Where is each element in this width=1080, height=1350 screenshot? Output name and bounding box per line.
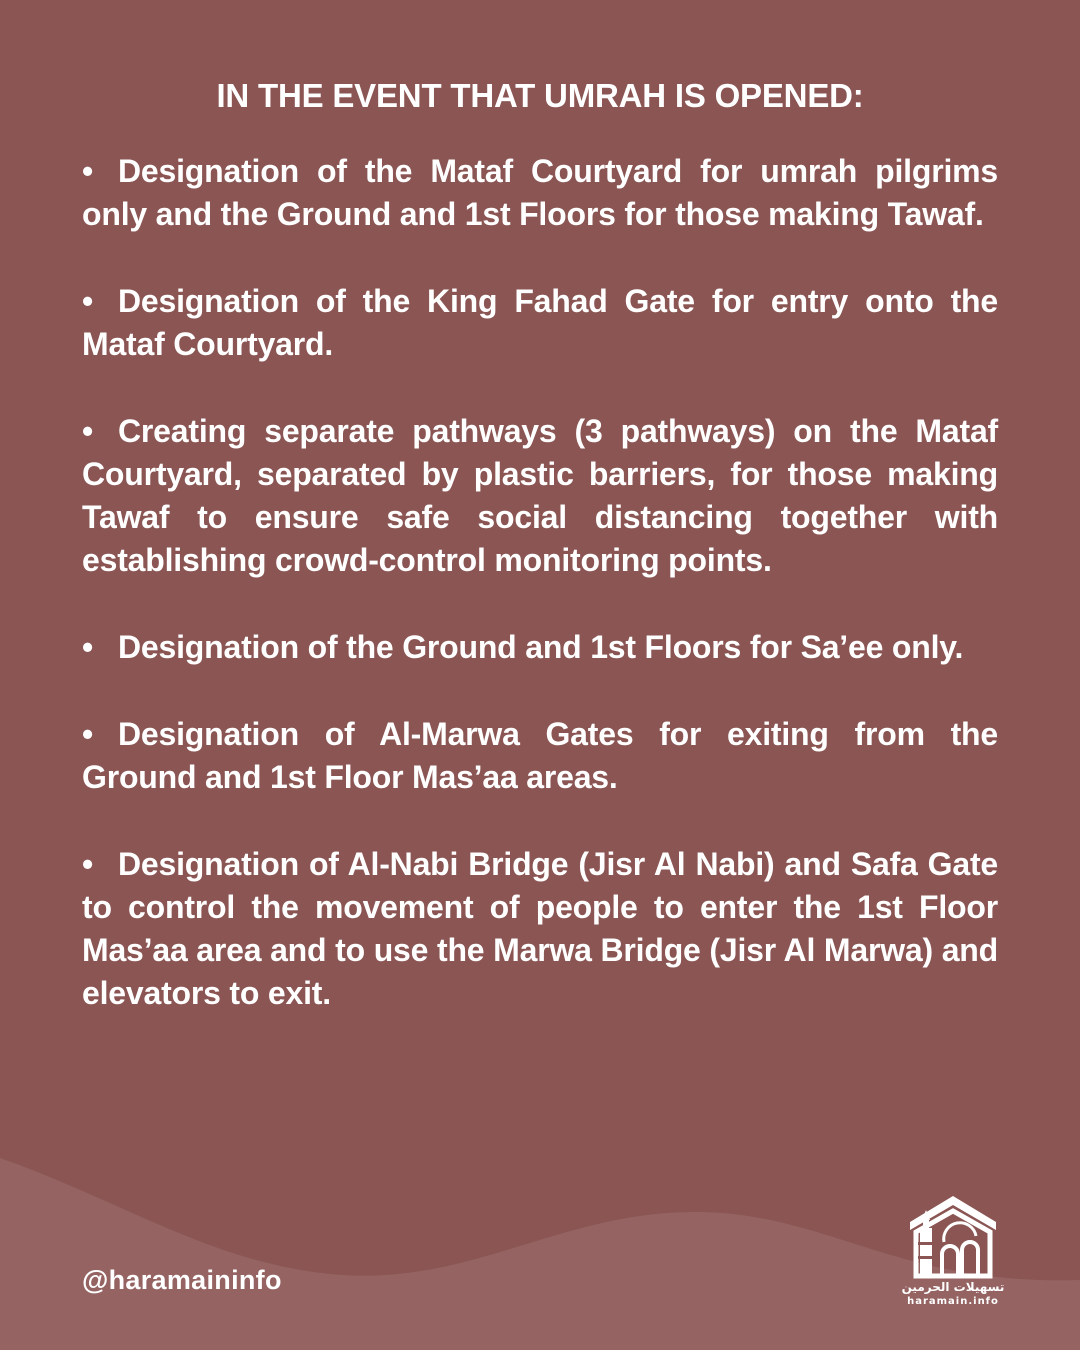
kaaba-minaret-icon xyxy=(898,1192,1008,1280)
list-item xyxy=(82,280,998,366)
bullet-icon: • xyxy=(82,413,94,449)
logo-caption: haramain.info xyxy=(907,1296,999,1307)
list-item xyxy=(82,410,998,582)
bullet-icon: • xyxy=(82,283,94,319)
bullet-icon: • xyxy=(82,716,94,752)
list-item-text: Designation of the Mataf Courtyard for umrah pilgrims only and the Ground and 1st Floors for those making Tawaf. xyxy=(82,153,998,232)
page-title: IN THE EVENT THAT UMRAH IS OPENED: xyxy=(216,77,864,114)
list-item xyxy=(82,626,998,669)
bullet-list xyxy=(82,150,998,1015)
list-item-text: Designation of the Ground and 1st Floors for Sa’ee only. xyxy=(118,629,964,665)
list-item xyxy=(82,150,998,236)
bullet-icon: • xyxy=(82,153,94,189)
logo-arabic-text: تسهيلات الحرمين xyxy=(901,1280,1005,1294)
main-content xyxy=(82,74,998,1059)
list-item xyxy=(82,843,998,1015)
list-item-text: Designation of Al-Nabi Bridge (Jisr Al Nabi) and Safa Gate to control the movement of people to enter the 1st Floor Mas’aa area and to use the Marwa Bridge (Jisr Al Marwa) and elevators to exit. xyxy=(82,846,998,1011)
list-item-text: Creating separate pathways (3 pathways) on the Mataf Courtyard, separated by plastic barriers, for those making Tawaf to ensure safe social distancing together with establishing crowd-control monitoring points. xyxy=(82,413,998,578)
social-handle: @haramaininfo xyxy=(82,1265,282,1295)
list-item-text: Designation of the King Fahad Gate for entry onto the Mataf Courtyard. xyxy=(82,283,998,362)
haramain-logo xyxy=(898,1192,1008,1314)
list-item xyxy=(82,713,998,799)
bullet-icon: • xyxy=(82,629,94,665)
bullet-icon: • xyxy=(82,846,94,882)
list-item-text: Designation of Al-Marwa Gates for exiting from the Ground and 1st Floor Mas’aa areas. xyxy=(82,716,998,795)
